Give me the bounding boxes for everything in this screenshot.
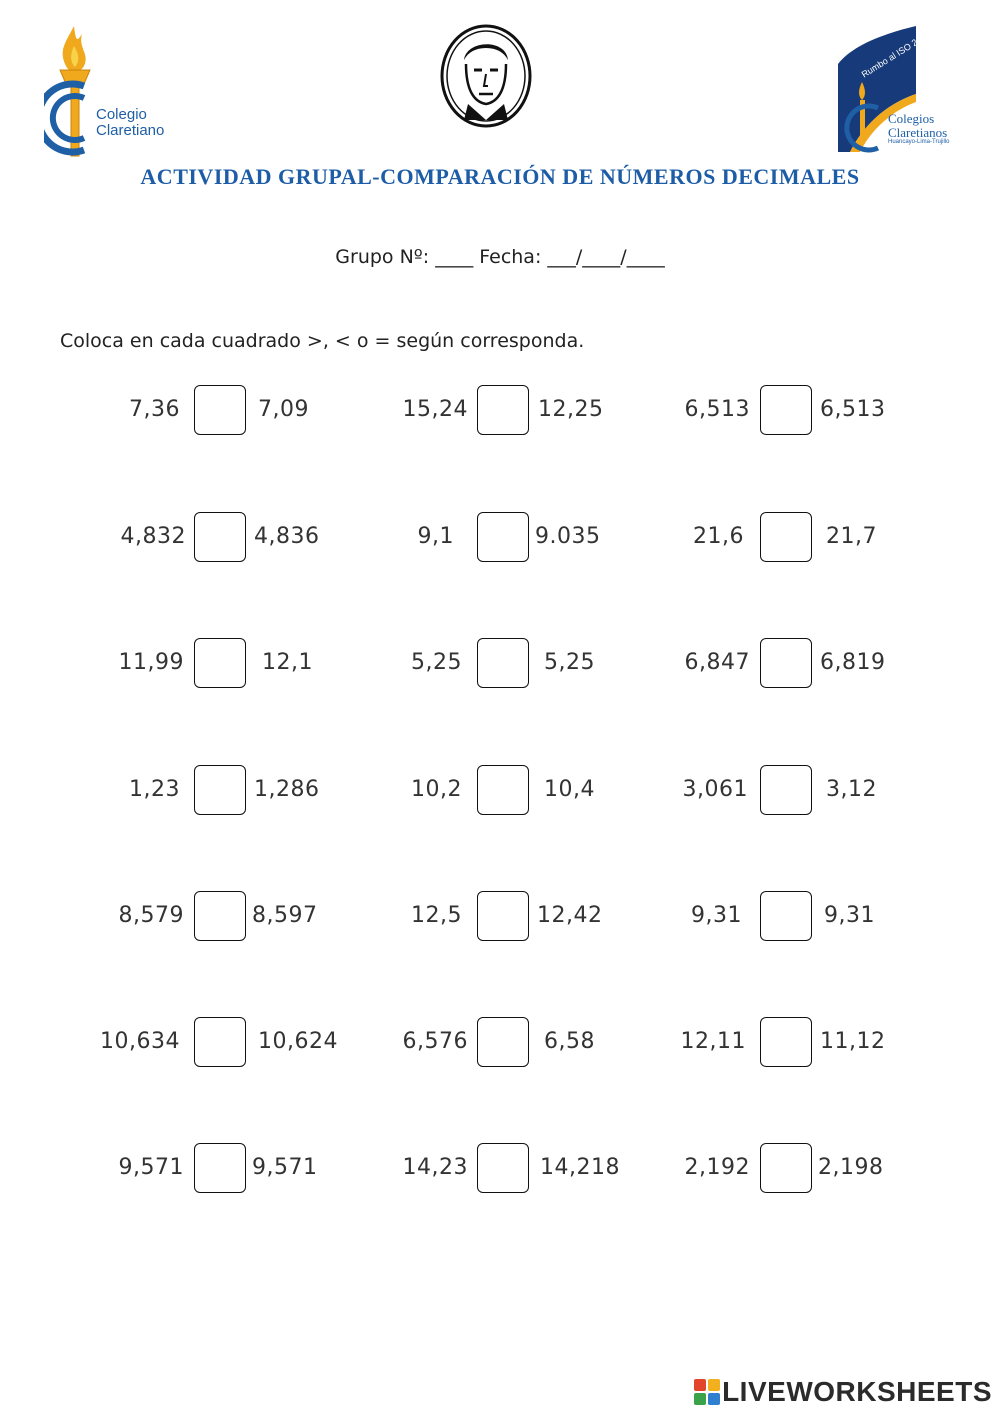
left-number: 14,23 [402,1155,468,1180]
exercise-row [0,1017,1000,1071]
answer-box[interactable] [477,512,529,562]
logo-right-line1: Colegios [888,111,935,126]
right-number: 9.035 [535,524,601,549]
instruction-text: Coloca en cada cuadrado >, < o = según corresponda. [60,330,585,352]
liveworksheets-label: LIVEWORKSHEETS [722,1376,992,1407]
portrait-emblem [438,24,534,134]
answer-box[interactable] [194,1017,246,1067]
answer-box[interactable] [760,385,812,435]
answer-box[interactable] [477,638,529,688]
exercise-row [0,765,1000,819]
answer-box[interactable] [194,891,246,941]
left-number: 12,11 [680,1029,746,1054]
logo-left-line1: Colegio [96,106,147,123]
liveworksheets-icon [694,1379,720,1405]
left-number: 21,6 [693,524,744,549]
logo-left-line2: Claretiano [96,122,165,139]
left-number: 11,99 [118,650,184,675]
left-number: 12,5 [411,903,462,928]
left-number: 6,847 [684,650,750,675]
left-number: 6,513 [684,397,750,422]
right-number: 9,31 [824,903,875,928]
answer-box[interactable] [760,1143,812,1193]
answer-box[interactable] [477,1017,529,1067]
page-title: ACTIVIDAD GRUPAL-COMPARACIÓN DE NÚMEROS DECIMALES [140,164,860,189]
left-number: 7,36 [129,397,180,422]
logo-right-banner: Rumbo al ISO 21001 [859,26,937,80]
answer-box[interactable] [477,1143,529,1193]
portrait-icon [438,24,534,134]
right-number: 6,819 [820,650,886,675]
left-number: 2,192 [684,1155,750,1180]
left-number: 9,1 [417,524,454,549]
right-number: 12,1 [262,650,313,675]
left-number: 1,23 [129,777,180,802]
left-number: 10,2 [411,777,462,802]
logo-right-line2: Claretianos [888,125,948,140]
left-number: 9,31 [691,903,742,928]
left-number: 9,571 [118,1155,184,1180]
left-number: 15,24 [402,397,468,422]
answer-box[interactable] [477,385,529,435]
answer-box[interactable] [760,1017,812,1067]
colegios-claretianos-logo [832,24,962,154]
answer-box[interactable] [194,512,246,562]
answer-box[interactable] [194,1143,246,1193]
logo-right-line3: Huancayo-Lima-Trujillo [888,139,950,145]
left-number: 6,576 [402,1029,468,1054]
exercise-row [0,891,1000,945]
right-number: 6,58 [544,1029,595,1054]
liveworksheets-brand [694,1377,992,1407]
answer-box[interactable] [477,765,529,815]
right-number: 10,624 [258,1029,338,1054]
group-date-line: Grupo Nº: ____ Fecha: ___/____/____ [335,246,665,268]
left-number: 4,832 [120,524,186,549]
right-number: 6,513 [820,397,886,422]
left-number: 5,25 [411,650,462,675]
right-number: 1,286 [254,777,320,802]
right-number: 9,571 [252,1155,318,1180]
left-number: 3,061 [682,777,748,802]
answer-box[interactable] [194,765,246,815]
right-number: 21,7 [826,524,877,549]
left-number: 10,634 [100,1029,180,1054]
torch-icon [44,22,194,162]
left-number: 8,579 [118,903,184,928]
right-number: 14,218 [540,1155,620,1180]
answer-box[interactable] [760,638,812,688]
right-number: 8,597 [252,903,318,928]
answer-box[interactable] [194,638,246,688]
right-number: 2,198 [818,1155,884,1180]
answer-box[interactable] [194,385,246,435]
right-number: 3,12 [826,777,877,802]
right-number: 12,25 [538,397,604,422]
right-number: 4,836 [254,524,320,549]
colegio-claretiano-logo [44,22,194,162]
answer-box[interactable] [760,765,812,815]
exercise-row [0,385,1000,439]
right-number: 5,25 [544,650,595,675]
answer-box[interactable] [477,891,529,941]
right-number: 10,4 [544,777,595,802]
exercise-row [0,512,1000,566]
exercise-row [0,1143,1000,1197]
right-number: 11,12 [820,1029,886,1054]
right-number: 12,42 [537,903,603,928]
answer-box[interactable] [760,891,812,941]
answer-box[interactable] [760,512,812,562]
exercise-row [0,638,1000,692]
right-number: 7,09 [258,397,309,422]
